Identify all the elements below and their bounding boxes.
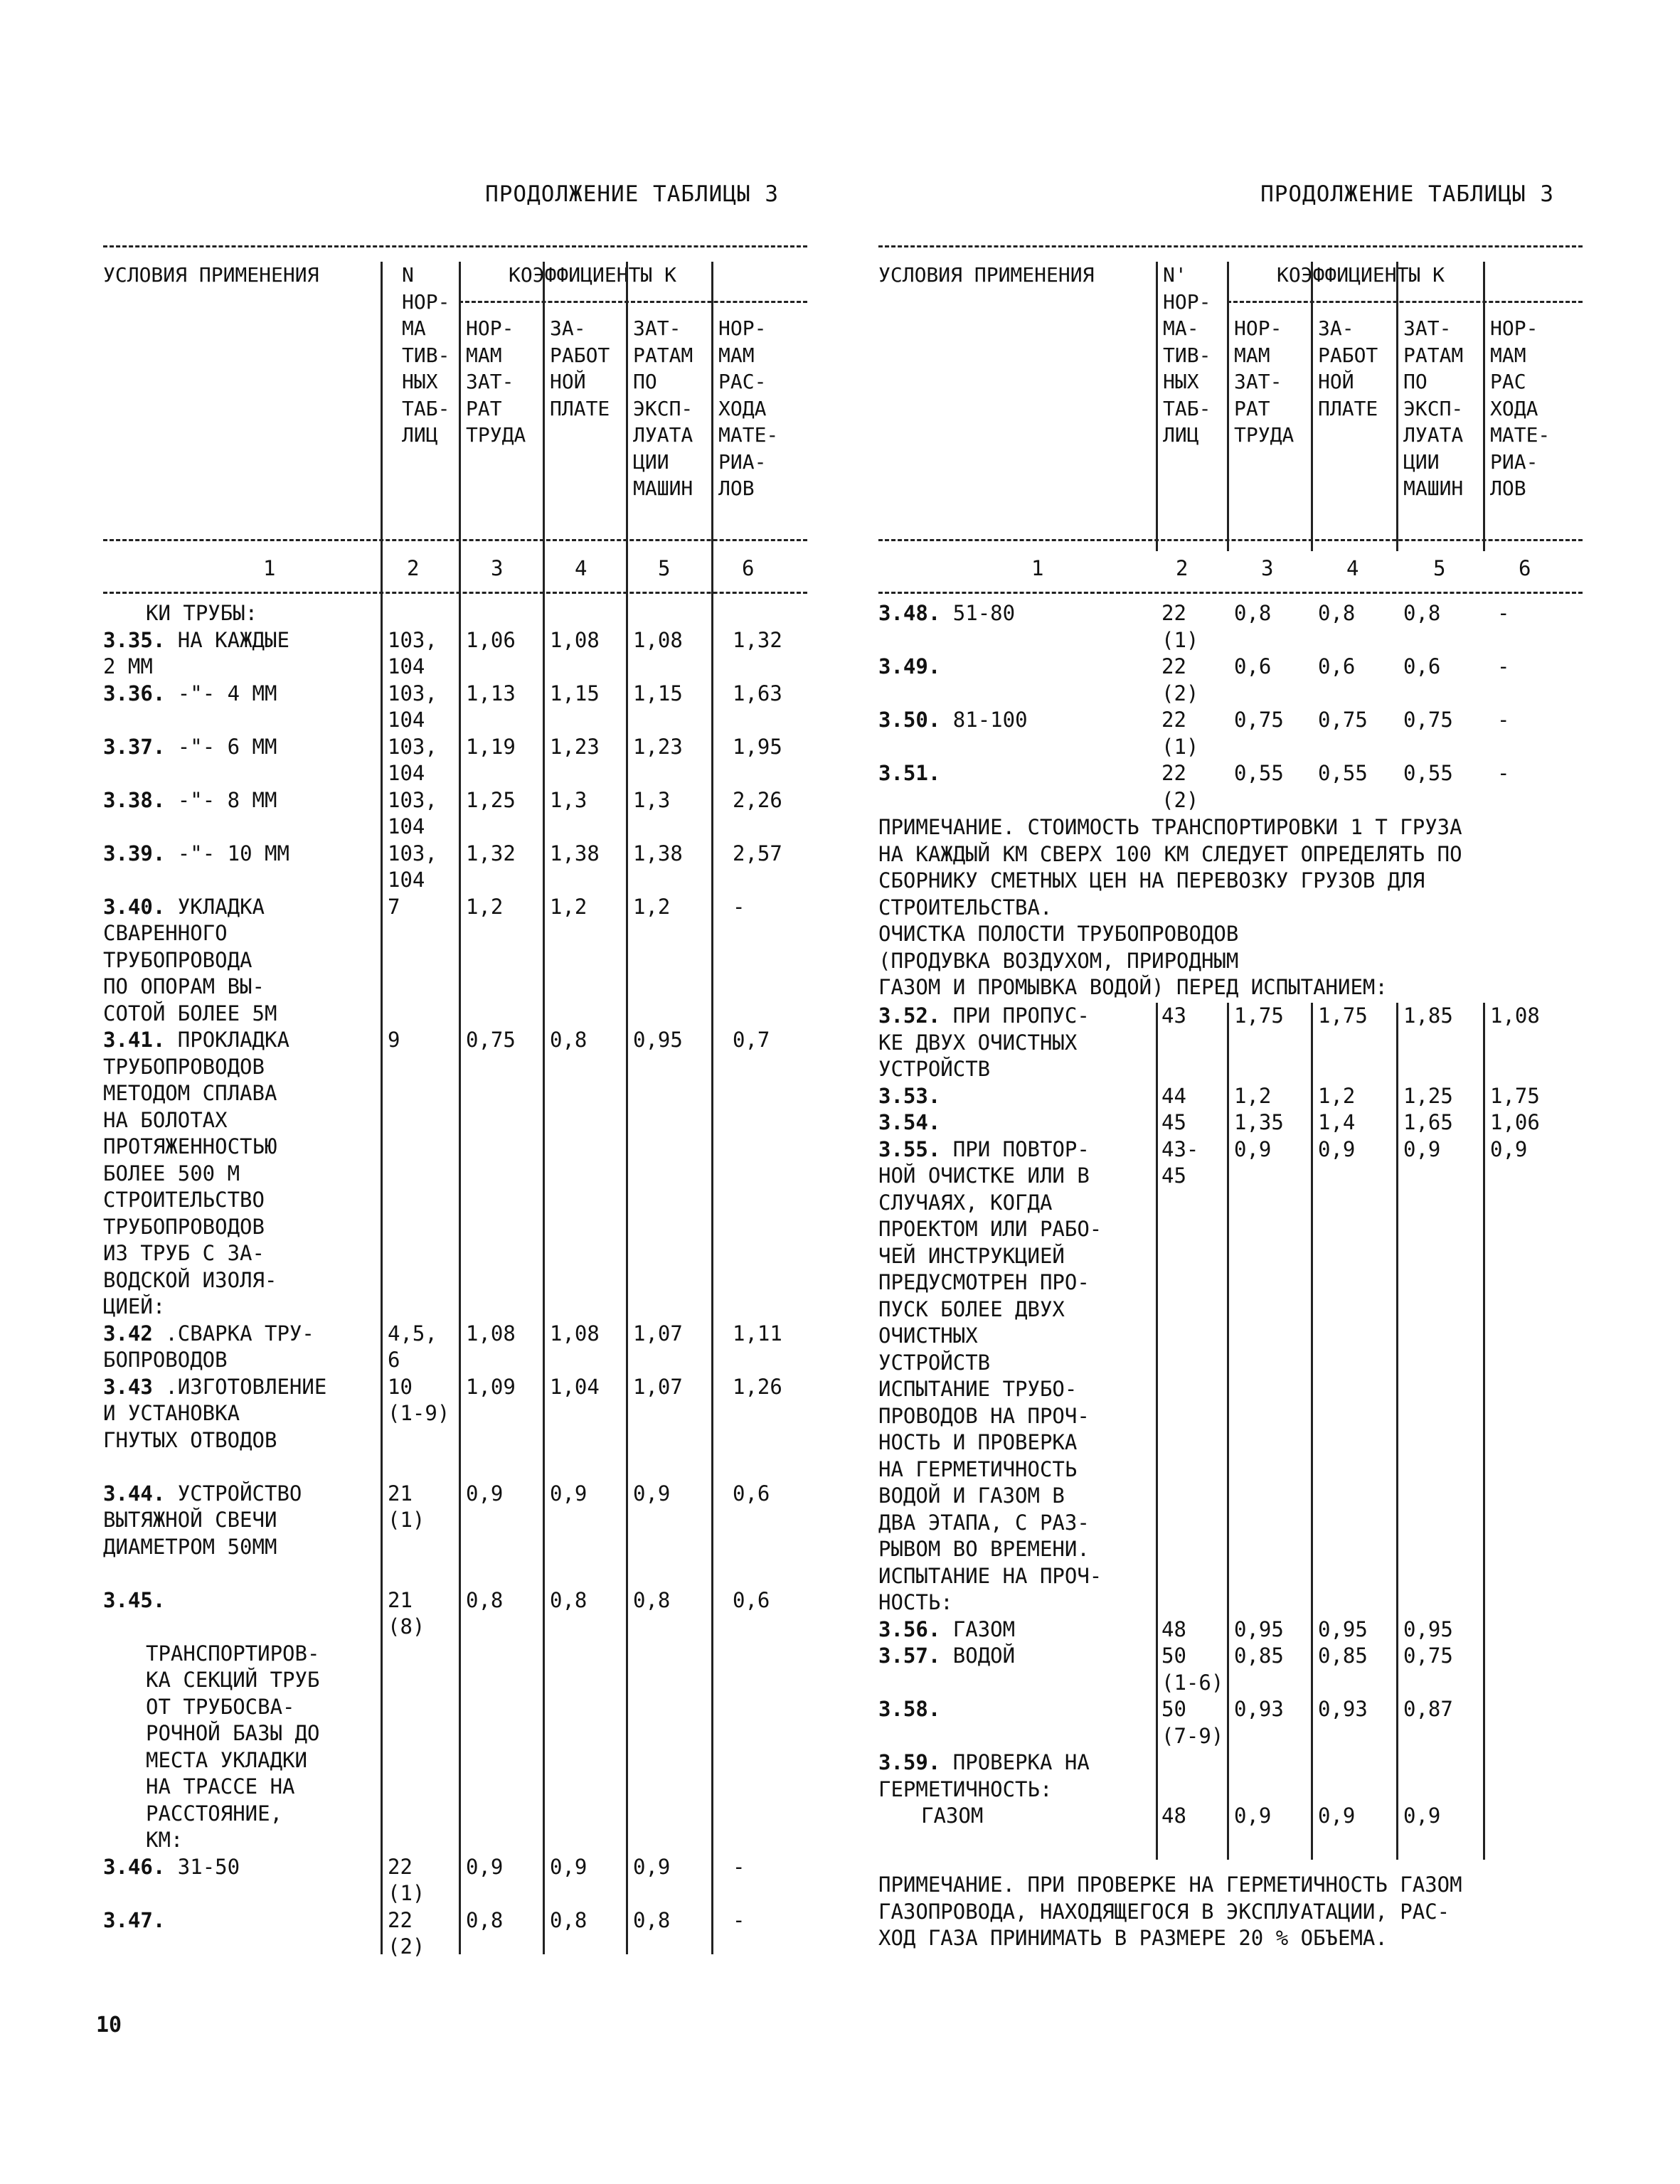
coef-wages: 1,4 <box>1318 1110 1356 1134</box>
numbers-bottom-rule <box>103 592 807 594</box>
header-materials: НОР- МАМ РАС- ХОДА МАТЕ- РИА- ЛОВ <box>718 316 779 500</box>
column-divider <box>1311 262 1313 551</box>
column-divider <box>1483 1003 1485 1860</box>
coef-wages: 0,8 <box>550 1028 588 1052</box>
coef-machines: 0,75 <box>1403 1644 1453 1668</box>
norm-table-ref: 103, 104 <box>388 681 437 732</box>
norm-table-ref: 22 (2) <box>1161 761 1199 812</box>
coef-wages: 0,8 <box>1318 601 1356 625</box>
item-number: 3.58. <box>878 1697 941 1721</box>
header-sub-rule <box>459 301 807 303</box>
coef-materials: 1,26 <box>733 1374 782 1399</box>
coef-wages: 1,15 <box>550 681 600 705</box>
item-number: 3.40. <box>103 894 166 919</box>
coef-labor: 0,6 <box>1234 654 1272 678</box>
coef-wages: 0,9 <box>550 1481 588 1506</box>
col-number: 5 <box>658 556 671 580</box>
norm-table-ref: 50 (7-9) <box>1161 1697 1224 1748</box>
header-wages: ЗА- РАБОТ НОЙ ПЛАТЕ <box>550 316 610 420</box>
table-row <box>96 1854 807 1907</box>
coef-wages: 1,23 <box>550 734 600 759</box>
row-condition <box>878 1136 1255 1616</box>
norm-table-ref: 48 <box>1161 1804 1186 1828</box>
table-row <box>96 1641 807 1854</box>
item-number: 3.49. <box>878 654 941 678</box>
condition-text: ПРИ ПРОПУС- КЕ ДВУХ ОЧИСТНЫХ УСТРОЙСТВ <box>878 1003 1090 1081</box>
table-row <box>871 707 1583 760</box>
condition-text: НА КАЖДЫЕ 2 ММ <box>103 627 289 678</box>
coef-machines: 0,9 <box>633 1854 671 1879</box>
column-divider <box>1227 262 1229 551</box>
coef-labor: 1,09 <box>466 1374 516 1399</box>
header-coefficients: КОЭФФИЦИЕНТЫ К <box>1277 263 1445 287</box>
header-bottom-rule <box>878 539 1583 541</box>
condition-text: УКЛАДКА СВАРЕННОГО ТРУБОПРОВОДА ПО ОПОРАМ ВЫ- СОТОЙ БОЛЕЕ 5М <box>103 894 277 1026</box>
column-divider <box>1483 262 1485 551</box>
item-number: 3.39. <box>103 841 166 865</box>
col-number: 4 <box>575 556 588 580</box>
table-row <box>96 1321 807 1374</box>
coef-machines: 0,6 <box>1403 654 1441 678</box>
header-conditions: УСЛОВИЯ ПРИМЕНЕНИЯ <box>878 263 1095 287</box>
coef-materials: - <box>1497 601 1510 625</box>
norm-table-ref: 44 <box>1161 1083 1186 1108</box>
item-number: 3.45. <box>103 1587 166 1612</box>
norm-table-ref: 103, 104 <box>388 841 437 892</box>
row-condition <box>878 654 1255 681</box>
norm-table-ref: 22 (2) <box>388 1907 425 1959</box>
table-row <box>96 627 807 681</box>
table-body-transport <box>871 600 1583 814</box>
coef-wages: 0,55 <box>1318 761 1368 785</box>
col-number: 3 <box>1261 556 1274 580</box>
coef-labor: 0,95 <box>1234 1616 1284 1641</box>
condition-text: -"- 6 ММ <box>177 734 277 759</box>
coef-materials: - <box>1497 654 1510 678</box>
table-row <box>96 681 807 734</box>
item-number: 3.51. <box>878 761 941 785</box>
header-top-rule <box>103 245 807 247</box>
header-materials: НОР- МАМ РАС ХОДА МАТЕ- РИА- ЛОВ <box>1490 316 1551 500</box>
coef-materials: 1,95 <box>733 734 782 759</box>
item-number: 3.56. <box>878 1616 941 1641</box>
coef-labor: 1,06 <box>466 627 516 652</box>
norm-table-ref: 21 (8) <box>388 1587 425 1639</box>
col-number: 4 <box>1346 556 1359 580</box>
row-condition <box>878 600 1255 627</box>
table-body <box>96 600 807 1961</box>
coef-machines: 1,07 <box>633 1374 683 1399</box>
col-number: 2 <box>1176 556 1189 580</box>
item-number: 3.55. <box>878 1136 941 1161</box>
condition-text: ВОДОЙ <box>952 1644 1016 1668</box>
header-sub-rule <box>1227 301 1583 303</box>
coef-materials: 0,6 <box>733 1481 770 1506</box>
coef-labor: 0,85 <box>1234 1644 1284 1668</box>
coef-labor: 0,75 <box>466 1028 516 1052</box>
continuation-title: ПРОДОЛЖЕНИЕ ТАБЛИЦЫ 3 <box>1260 181 1554 207</box>
row-condition <box>103 1641 523 1854</box>
coef-wages: 1,2 <box>550 894 588 919</box>
norm-table-ref: 103, 104 <box>388 627 437 678</box>
coef-materials: 1,32 <box>733 627 782 652</box>
coef-materials: 1,63 <box>733 681 782 705</box>
column-divider <box>1311 1003 1313 1860</box>
coef-machines: 1,3 <box>633 787 671 812</box>
table-row <box>96 600 807 627</box>
norm-table-ref: 4,5, 6 <box>388 1321 437 1372</box>
column-divider <box>1156 262 1158 551</box>
coef-labor: 0,9 <box>1234 1136 1272 1161</box>
item-number: 3.54. <box>878 1110 941 1134</box>
numbers-bottom-rule <box>878 592 1583 594</box>
column-divider <box>1396 262 1398 551</box>
coef-labor: 1,32 <box>466 841 516 865</box>
condition-text: КИ ТРУБЫ: <box>146 601 258 625</box>
item-number: 3.42 <box>103 1321 153 1346</box>
coef-materials: - <box>733 894 745 919</box>
row-condition <box>878 1749 1255 1803</box>
condition-text: ПРОВЕРКА НА ГЕРМЕТИЧНОСТЬ: <box>878 1750 1090 1801</box>
coef-labor: 0,75 <box>1234 708 1284 732</box>
table-row <box>96 1481 807 1587</box>
coef-labor: 0,8 <box>466 1907 504 1932</box>
continuation-title: ПРОДОЛЖЕНИЕ ТАБЛИЦЫ 3 <box>485 181 779 207</box>
item-number: 3.52. <box>878 1003 941 1028</box>
coef-wages: 1,04 <box>550 1374 600 1399</box>
coef-machines: 1,07 <box>633 1321 683 1346</box>
table-row <box>96 787 807 841</box>
note-gas-test: ПРИМЕЧАНИЕ. ПРИ ПРОВЕРКЕ НА ГЕРМЕТИЧНОСТЬ ГАЗОМ ГАЗОПРОВОДА, НАХОДЯЩЕГОСЯ В ЭКСПЛУАТАЦИИ, РАС- ХОД ГАЗА ПРИНИМАТЬ В РАЗМЕРЕ 20 % ОБЪЕМА. <box>878 1873 1462 1950</box>
coef-materials: 1,06 <box>1490 1110 1540 1134</box>
norm-table-ref: 43 <box>1161 1003 1186 1028</box>
condition-text: ПРОКЛАДКА ТРУБОПРОВОДОВ МЕТОДОМ СПЛАВА НА БОЛОТАХ ПРОТЯЖЕННОСТЬЮ БОЛЕЕ 500 М СТРОИТЕЛЬСТВО ТРУБОПРОВОДОВ ИЗ ТРУБ С ЗА- ВОДСКОЙ ИЗОЛЯ- ЦИЕЙ: <box>103 1028 289 1319</box>
coef-wages: 0,9 <box>1318 1136 1356 1161</box>
header-labor: НОР- МАМ ЗАТ- РАТ ТРУДА <box>1234 316 1294 447</box>
coef-labor: 1,2 <box>466 894 504 919</box>
coef-wages: 1,38 <box>550 841 600 865</box>
coef-materials: - <box>733 1907 745 1932</box>
coef-labor: 1,13 <box>466 681 516 705</box>
coef-machines: 1,08 <box>633 627 683 652</box>
condition-text: 51-80 <box>952 601 1016 625</box>
item-number: 3.36. <box>103 681 166 705</box>
coef-wages: 1,75 <box>1318 1003 1368 1028</box>
table-row <box>96 1027 807 1321</box>
table-row <box>96 894 807 1028</box>
norm-table-ref: 103, 104 <box>388 787 437 838</box>
coef-machines: 0,55 <box>1403 761 1453 785</box>
coef-wages: 1,2 <box>1318 1083 1356 1108</box>
coef-materials: 1,75 <box>1490 1083 1540 1108</box>
note-transport: ПРИМЕЧАНИЕ. СТОИМОСТЬ ТРАНСПОРТИРОВКИ 1 Т ГРУЗА НА КАЖДЫЙ КМ СВЕРХ 100 КМ СЛЕДУЕТ ОПРЕДЕЛЯТЬ ПО СБОРНИКУ СМЕТНЫХ ЦЕН НА ПЕРЕВОЗКУ ГРУЗОВ ДЛЯ СТРОИТЕЛЬСТВА. ОЧИСТКА ПОЛОСТИ ТРУБОПРОВОДОВ (ПРОДУВКА ВОЗДУХОМ, ПРИРОДНЫМ ГАЗОМ И ПРОМЫВКА ВОДОЙ) ПЕРЕД ИСПЫТАНИЕМ: <box>878 815 1462 999</box>
table-row <box>871 600 1583 654</box>
norm-table-ref: 21 (1) <box>388 1481 425 1532</box>
coef-machines: 1,65 <box>1403 1110 1453 1134</box>
coef-labor: 1,35 <box>1234 1110 1284 1134</box>
norm-table-ref: 22 (1) <box>1161 601 1199 652</box>
coef-machines: 0,8 <box>633 1587 671 1612</box>
condition-text: -"- 8 ММ <box>177 787 277 812</box>
condition-text: ПРИ ПОВТОР- НОЙ ОЧИСТКЕ ИЛИ В СЛУЧАЯХ, КОГДА ПРОЕКТОМ ИЛИ РАБО- ЧЕЙ ИНСТРУКЦИЕЙ ПРЕДУСМОТРЕН ПРО- ПУСК БОЛЕЕ ДВУХ ОЧИСТНЫХ УСТРОЙСТВ ИСПЫТАНИЕ ТРУБО- ПРОВОДОВ НА ПРОЧ- НОСТЬ И ПРОВЕРКА НА ГЕРМЕТИЧНОСТЬ ВОДОЙ И ГАЗОМ В ДВА ЭТАПА, С РАЗ- РЫВОМ ВО ВРЕМЕНИ. ИСПЫТАНИЕ НА ПРОЧ- НОСТЬ: <box>878 1136 1102 1614</box>
norm-table-ref: 7 <box>388 894 400 919</box>
row-condition <box>103 894 480 1028</box>
coef-labor: 0,93 <box>1234 1697 1284 1721</box>
coef-labor: 1,19 <box>466 734 516 759</box>
column-divider <box>1156 1003 1158 1860</box>
coef-machines: 0,95 <box>1403 1616 1453 1641</box>
coef-materials: 0,7 <box>733 1028 770 1052</box>
condition-text: УСТРОЙСТВО ВЫТЯЖНОЙ СВЕЧИ ДИАМЕТРОМ 50ММ <box>103 1481 302 1559</box>
coef-materials: 0,6 <box>733 1587 770 1612</box>
row-condition <box>103 1027 480 1321</box>
col-number: 6 <box>1519 556 1531 580</box>
coef-machines: 0,8 <box>1403 601 1441 625</box>
coef-materials: 0,9 <box>1490 1136 1528 1161</box>
norm-table-ref: 50 (1-6) <box>1161 1644 1224 1695</box>
header-coefficients: КОЭФФИЦИЕНТЫ К <box>509 263 677 287</box>
coef-machines: 0,9 <box>1403 1136 1441 1161</box>
coef-materials: - <box>733 1854 745 1879</box>
norm-table-ref: 48 <box>1161 1616 1186 1641</box>
col-number: 1 <box>1031 556 1044 580</box>
column-divider <box>1227 1003 1229 1860</box>
item-number: 3.59. <box>878 1750 941 1774</box>
coef-materials: 2,57 <box>733 841 782 865</box>
coef-machines: 0,87 <box>1403 1697 1453 1721</box>
header-norm-tables: N НОР- МА ТИВ- НЫХ ТАБ- ЛИЦ <box>402 263 450 447</box>
condition-text: .ИЗГОТОВЛЕНИЕ И УСТАНОВКА ГНУТЫХ ОТВОДОВ <box>103 1374 327 1452</box>
coef-wages: 0,9 <box>1318 1804 1356 1828</box>
condition-text: .СВАРКА ТРУ- БОПРОВОДОВ <box>103 1321 314 1372</box>
coef-wages: 0,93 <box>1318 1697 1368 1721</box>
condition-text: 31-50 <box>177 1854 240 1879</box>
row-condition <box>878 1109 1255 1136</box>
coef-labor: 0,55 <box>1234 761 1284 785</box>
norm-table-ref: 9 <box>388 1028 400 1052</box>
item-number: 3.50. <box>878 708 941 732</box>
item-number: 3.38. <box>103 787 166 812</box>
header-conditions: УСЛОВИЯ ПРИМЕНЕНИЯ <box>103 263 319 287</box>
coef-labor: 1,75 <box>1234 1003 1284 1028</box>
condition-text: -"- 4 ММ <box>177 681 277 705</box>
coef-machines: 0,9 <box>633 1481 671 1506</box>
coef-wages: 0,95 <box>1318 1616 1368 1641</box>
coef-wages: 0,9 <box>550 1854 588 1879</box>
coef-materials: 1,08 <box>1490 1003 1540 1028</box>
col-number: 6 <box>742 556 755 580</box>
norm-table-ref: 43- 45 <box>1161 1136 1199 1188</box>
header-bottom-rule <box>103 539 807 541</box>
header-top-rule <box>878 245 1583 247</box>
coef-machines: 1,25 <box>1403 1083 1453 1108</box>
row-condition <box>878 707 1255 734</box>
header-wages: ЗА- РАБОТ НОЙ ПЛАТЕ <box>1318 316 1378 420</box>
coef-machines: 0,8 <box>633 1907 671 1932</box>
table-row <box>871 654 1583 707</box>
coef-materials: 2,26 <box>733 787 782 812</box>
coef-labor: 0,9 <box>466 1854 504 1879</box>
col-number: 1 <box>263 556 276 580</box>
coef-wages: 0,8 <box>550 1587 588 1612</box>
coef-wages: 0,85 <box>1318 1644 1368 1668</box>
coef-wages: 0,75 <box>1318 708 1368 732</box>
coef-wages: 1,08 <box>550 1321 600 1346</box>
coef-machines: 1,15 <box>633 681 683 705</box>
item-number: 3.44. <box>103 1481 166 1506</box>
coef-machines: 1,2 <box>633 894 671 919</box>
coef-wages: 0,6 <box>1318 654 1356 678</box>
coef-labor: 0,9 <box>466 1481 504 1506</box>
condition-text: 81-100 <box>952 708 1028 732</box>
coef-materials: - <box>1497 761 1510 785</box>
coef-machines: 0,75 <box>1403 708 1453 732</box>
page-number: 10 <box>96 2013 122 2037</box>
norm-table-ref: 45 <box>1161 1110 1186 1134</box>
item-number: 3.37. <box>103 734 166 759</box>
coef-machines: 0,9 <box>1403 1804 1441 1828</box>
coef-labor: 1,25 <box>466 787 516 812</box>
coef-labor: 0,8 <box>1234 601 1272 625</box>
col-number: 5 <box>1433 556 1446 580</box>
norm-table-ref: 10 (1-9) <box>388 1374 450 1425</box>
condition-text: -"- 10 ММ <box>177 841 289 865</box>
table-row <box>871 760 1583 814</box>
item-number: 3.46. <box>103 1854 166 1879</box>
item-number: 3.47. <box>103 1907 166 1932</box>
header-norm-tables: N' НОР- МА- ТИВ- НЫХ ТАБ- ЛИЦ <box>1163 263 1211 447</box>
condition-text: ГАЗОМ <box>921 1804 984 1828</box>
coef-labor: 0,8 <box>466 1587 504 1612</box>
column-divider <box>1396 1003 1398 1860</box>
norm-table-ref: 22 (1) <box>388 1854 425 1905</box>
table-row <box>96 841 807 894</box>
row-condition <box>878 1083 1255 1110</box>
coef-materials: - <box>1497 708 1510 732</box>
coef-labor: 1,08 <box>466 1321 516 1346</box>
item-number: 3.41. <box>103 1028 166 1052</box>
coef-machines: 1,38 <box>633 841 683 865</box>
table-row <box>96 1907 807 1961</box>
row-condition <box>878 1616 1255 1644</box>
coef-labor: 1,2 <box>1234 1083 1272 1108</box>
coef-materials: 1,11 <box>733 1321 782 1346</box>
row-condition <box>878 760 1255 787</box>
row-condition <box>878 1003 1255 1083</box>
norm-table-ref: 103, 104 <box>388 734 437 785</box>
header-machines: ЗАТ- РАТАМ ПО ЭКСП- ЛУАТА ЦИИ МАШИН <box>1403 316 1464 500</box>
condition-text: ГАЗОМ <box>952 1616 1016 1641</box>
row-condition <box>103 600 523 627</box>
col-number: 2 <box>407 556 420 580</box>
coef-wages: 1,08 <box>550 627 600 652</box>
coef-wages: 0,8 <box>550 1907 588 1932</box>
condition-text: ТРАНСПОРТИРОВ- КА СЕКЦИЙ ТРУБ ОТ ТРУБОСВА- РОЧНОЙ БАЗЫ ДО МЕСТА УКЛАДКИ НА ТРАССЕ НА РАССТОЯНИЕ, КМ: <box>146 1641 320 1852</box>
table-row <box>96 1374 807 1481</box>
norm-table-ref: 22 (2) <box>1161 654 1199 705</box>
coef-wages: 1,3 <box>550 787 588 812</box>
coef-machines: 1,23 <box>633 734 683 759</box>
norm-table-ref: 22 (1) <box>1161 708 1199 759</box>
table-row <box>96 1587 807 1641</box>
table-row <box>96 734 807 787</box>
col-number: 3 <box>491 556 504 580</box>
item-number: 3.35. <box>103 627 166 652</box>
coef-machines: 0,95 <box>633 1028 683 1052</box>
header-labor: НОР- МАМ ЗАТ- РАТ ТРУДА <box>466 316 526 447</box>
item-number: 3.43 <box>103 1374 153 1399</box>
coef-labor: 0,9 <box>1234 1804 1272 1828</box>
item-number: 3.53. <box>878 1083 941 1108</box>
coef-machines: 1,85 <box>1403 1003 1453 1028</box>
item-number: 3.48. <box>878 601 941 625</box>
item-number: 3.57. <box>878 1644 941 1668</box>
header-machines: ЗАТ- РАТАМ ПО ЭКСП- ЛУАТА ЦИИ МАШИН <box>633 316 693 500</box>
